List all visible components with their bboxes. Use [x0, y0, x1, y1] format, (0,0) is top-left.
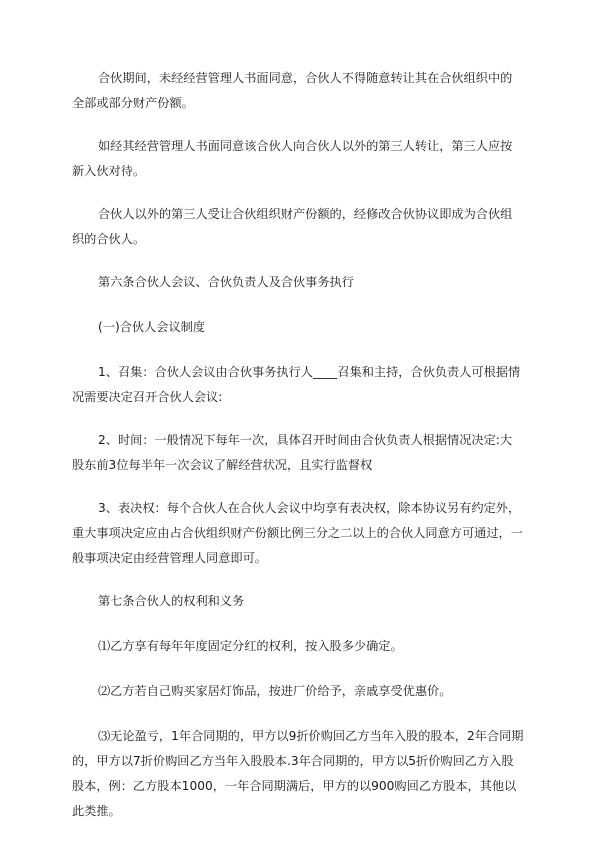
paragraph-third-party-transfer: 如经其经营管理人书面同意该合伙人向合伙人以外的第三人转让，第三人应按新入伙对待。 — [72, 139, 513, 178]
paragraph-meeting-time: 2、时间：一般情况下每年一次，具体召开时间由合伙负责人根据情况决定:大股东前3位每半年一次会议了解经营状况，且实行监督权 — [72, 433, 513, 472]
paragraph-share-buyback: ⑶无论盈亏，1年合同期的，甲方以9折价购回乙方当年入股的股本，2年合同期的，甲方以7折价购回乙方当年入股股本.3年合同期的，甲方以5折价购回乙方入股股本，例：乙方股本1000，一年合同期满后，甲方的以900购回乙方股本，其他以此类推。 — [72, 729, 524, 818]
paragraph-transfer-restriction: 合伙期间，未经经营管理人书面同意，合伙人不得随意转让其在合伙组织中的全部或部分财产份额。 — [72, 71, 513, 110]
paragraph-voting-rights: 3、表决权：每个合伙人在合伙人会议中均享有表决权，除本协议另有约定外，重大事项决定应由占合伙组织财产份额比例三分之二以上的合伙人同意方可通过，一般事项决定由经营管理人同意即可。 — [72, 501, 523, 565]
section-meeting-system-heading: (一)合伙人会议制度 — [98, 320, 206, 334]
paragraph-convening: 1、召集：合伙人会议由合伙事务执行人____召集和主持，合伙负责人可根据情况需要决定召开合伙人会议: — [72, 365, 521, 404]
paragraph-purchase-discount: ⑵乙方若自己购买家居灯饰品，按进厂价给予，亲戚享受优惠价。 — [98, 684, 452, 698]
article-7-heading: 第七条合伙人的权利和义务 — [98, 594, 245, 608]
paragraph-annual-dividend: ⑴乙方享有每年年度固定分红的权利，按入股多少确定。 — [98, 639, 403, 653]
paragraph-third-party-becomes-partner: 合伙人以外的第三人受让合伙组织财产份额的，经修改合伙协议即成为合伙组织的合伙人。 — [72, 207, 513, 246]
article-6-heading: 第六条合伙人会议、合伙负责人及合伙事务执行 — [98, 275, 354, 289]
document-body — [72, 66, 524, 842]
